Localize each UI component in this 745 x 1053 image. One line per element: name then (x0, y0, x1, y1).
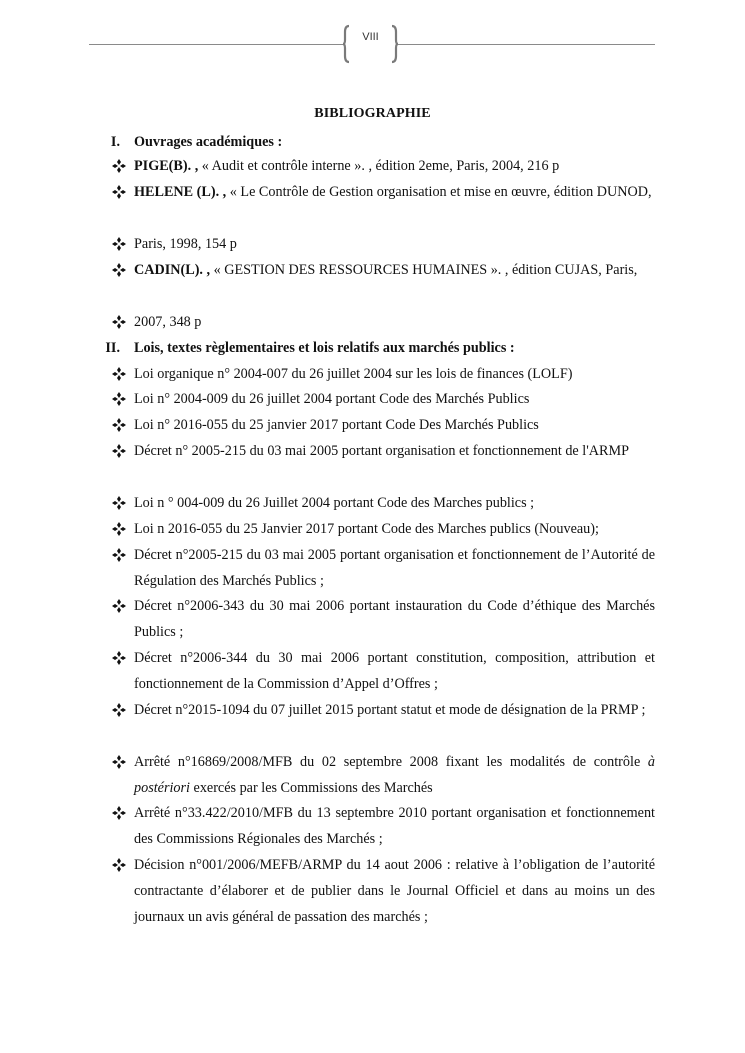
list-item (112, 594, 655, 646)
list-item (112, 258, 655, 284)
page-title-text: BIBLIOGRAPHIE (314, 106, 431, 121)
page-title (0, 106, 745, 122)
bracket-frame-icon (343, 24, 398, 64)
header-rule-left (89, 44, 343, 45)
diamond-bullet-icon (112, 444, 126, 458)
item-author: HELENE (L). , (134, 184, 227, 200)
item-text: Décret n°2015-1094 du 07 juillet 2015 portant statut et mode de désignation de la PRMP ; (134, 702, 646, 718)
section-title: Ouvrages académiques : (134, 134, 283, 150)
diamond-bullet-icon (112, 159, 126, 173)
list-item (112, 232, 655, 258)
item-text: Loi n° 2004-009 du 26 juillet 2004 portant Code des Marchés Publics (134, 391, 530, 407)
list-item (112, 180, 655, 206)
item-italic-text: à postériori (134, 754, 655, 796)
item-text: Décret n°2005-215 du 03 mai 2005 portant organisation et fonctionnement de l’Autorité de Régulation des Marchés Publics ; (134, 547, 655, 589)
item-text: « Audit et contrôle interne ». , édition 2eme, Paris, 2004, 216 p (198, 158, 560, 174)
item-text: 2007, 348 p (134, 314, 202, 330)
diamond-bullet-icon (112, 367, 126, 381)
list-item (112, 154, 655, 180)
diamond-bullet-icon (112, 418, 126, 432)
item-text: Loi organique n° 2004-007 du 26 juillet 2004 sur les lois de finances (LOLF) (134, 366, 573, 382)
list-item (112, 362, 655, 388)
list-item (112, 387, 655, 413)
item-text: Loi n ° 004-009 du 26 Juillet 2004 portant Code des Marches publics ; (134, 495, 535, 511)
item-text: Loi n° 2016-055 du 25 janvier 2017 portant Code Des Marchés Publics (134, 417, 539, 433)
diamond-bullet-icon (112, 237, 126, 251)
diamond-bullet-icon (112, 548, 126, 562)
list-item (112, 801, 655, 853)
diamond-bullet-icon (112, 522, 126, 536)
list-item (112, 543, 655, 595)
diamond-bullet-icon (112, 263, 126, 277)
item-author: PIGE(B). , (134, 158, 199, 174)
list-item (112, 646, 655, 698)
section-number: II. (105, 340, 120, 356)
diamond-bullet-icon (112, 858, 126, 872)
item-author: CADIN(L). , (134, 262, 211, 278)
diamond-bullet-icon (112, 185, 126, 199)
diamond-bullet-icon (112, 315, 126, 329)
item-text: « GESTION DES RESSOURCES HUMAINES ». , édition CUJAS, Paris, (210, 262, 638, 278)
item-text: Arrêté n°33.422/2010/MFB du 13 septembre 2010 portant organisation et fonctionnement des Commissions Régionales des Marchés ; (134, 805, 655, 847)
item-text: Loi n 2016-055 du 25 Janvier 2017 portant Code des Marches publics (Nouveau); (134, 521, 599, 537)
item-text: Décret n°2006-343 du 30 mai 2006 portant instauration du Code d’éthique des Marchés Publics ; (134, 598, 655, 640)
item-text-after: exercés par les Commissions des Marchés (189, 779, 433, 796)
diamond-bullet-icon (112, 599, 126, 613)
item-text: « Le Contrôle de Gestion organisation et mise en œuvre, édition DUNOD, (226, 184, 652, 200)
list-item (112, 517, 655, 543)
item-text: Décision n°001/2006/MEFB/ARMP du 14 aout 2006 : relative à l’obligation de l’autorité contractante d’élaborer et de publier dans le Journal Officiel et dans au moins un des journaux un avis général de passation des marchés ; (134, 857, 655, 925)
section-title: Lois, textes règlementaires et lois relatifs aux marchés publics : (134, 340, 515, 356)
list-item (112, 698, 655, 724)
item-text: Décret n°2006-344 du 30 mai 2006 portant constitution, composition, attribution et fonctionnement de la Commission d’Appel d’Offres ; (134, 650, 655, 692)
header-rule-right (398, 44, 655, 45)
list-item (112, 750, 655, 802)
diamond-bullet-icon (112, 496, 126, 510)
page-number: VIII (362, 31, 379, 43)
list-item (112, 439, 655, 465)
diamond-bullet-icon (112, 392, 126, 406)
page-number-box (343, 24, 398, 64)
list-item (112, 413, 655, 439)
item-text: Décret n° 2005-215 du 03 mai 2005 portant organisation et fonctionnement de l'ARMP (134, 443, 629, 459)
section-number: I. (110, 134, 120, 150)
item-text: Arrêté n°16869/2008/MFB du 02 septembre 2008 fixant les modalités de contrôle (134, 754, 648, 770)
diamond-bullet-icon (112, 806, 126, 820)
diamond-bullet-icon (112, 651, 126, 665)
list-item (112, 310, 655, 336)
list-item (112, 853, 655, 931)
diamond-bullet-icon (112, 755, 126, 769)
item-text: Paris, 1998, 154 p (134, 236, 237, 252)
list-item (112, 491, 655, 517)
diamond-bullet-icon (112, 703, 126, 717)
